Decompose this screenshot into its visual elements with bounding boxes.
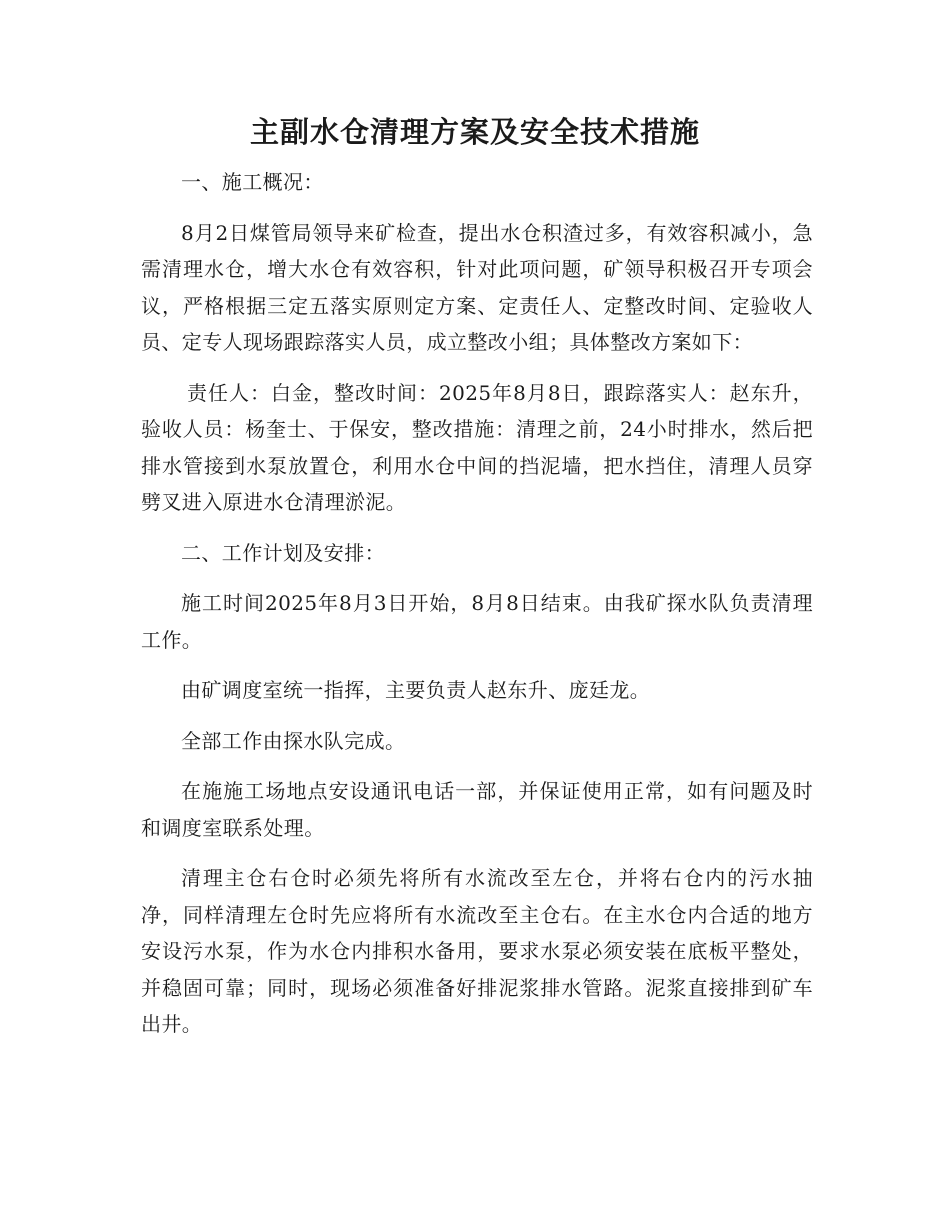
document-title: 主副水仓清理方案及安全技术措施 bbox=[249, 115, 700, 149]
paragraph-team: 全部工作由探水队完成。 bbox=[181, 728, 406, 753]
section-heading-plan: 二、工作计划及安排： bbox=[181, 540, 385, 565]
paragraph-phone: 在施施工场地点安设通讯电话一部，并保证使用正常，如有问题及时和调度室联系处理。 bbox=[141, 779, 813, 840]
paragraph-schedule: 施工时间2025年8月3日开始，8月8日结束。由我矿探水队负责清理工作。 bbox=[141, 591, 813, 652]
section-heading-overview: 一、施工概况： bbox=[181, 170, 324, 194]
paragraph-dispatch: 由矿调度室统一指挥，主要负责人赵东升、庞廷龙。 bbox=[181, 678, 651, 702]
paragraph-responsibility: 责任人：白金，整改时间：2025年8月8日，跟踪落实人：赵东升，验收人员：杨奎士、于保安，整改措施：清理之前，24小时排水，然后把排水管接到水泵放置仓，利用水仓中间的挡泥墙，把水挡住，清理人员穿劈叉进入原进水仓清理淤泥。 bbox=[141, 380, 813, 514]
document-body bbox=[141, 164, 813, 1043]
paragraph-intro: 8月2日煤管局领导来矿检查，提出水仓积渣过多，有效容积减小，急需清理水仓，增大水仓有效容积，针对此项问题，矿领导积极召开专项会议，严格根据三定五落实原则定方案、定责任人、定整改时间、定验收人员、定专人现场跟踪落实人员，成立整改小组；具体整改方案如下： bbox=[141, 220, 813, 354]
paragraph-cleaning: 清理主仓右仓时必须先将所有水流改至左仓，并将右仓内的污水抽净，同样清理左仓时先应将所有水流改至主仓右。在主水仓内合适的地方安设污水泵，作为水仓内排积水备用，要求水泵必须安装在底板平整处，并稳固可靠；同时，现场必须准备好排泥浆排水管路。泥浆直接排到矿车出井。 bbox=[141, 866, 813, 1036]
